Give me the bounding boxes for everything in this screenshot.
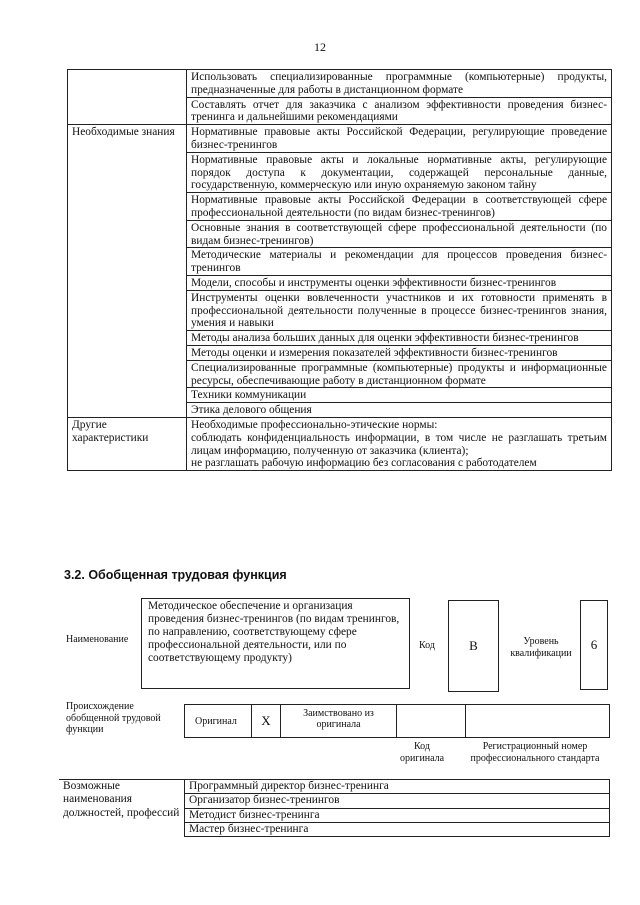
row-label xyxy=(68,70,187,125)
row-text: Этика делового общения xyxy=(187,403,612,418)
qualification-level-box: 6 xyxy=(580,600,608,690)
other-line: соблюдать конфиденциальность информации, в том числе не разглашать третьим лицам информацию, полученную от заказчика (клиента); xyxy=(191,431,607,457)
positions-label: Возможные наименования должностей, профессий xyxy=(59,780,185,837)
reg-number-caption: Регистрационный номер профессионального стандарта xyxy=(470,741,600,764)
table-row xyxy=(68,70,612,98)
position-item: Организатор бизнес-тренингов xyxy=(185,794,610,808)
row-text: Составлять отчет для заказчика с анализом эффективности проведения бизнес-тренинга и дальнейшими рекомендациями xyxy=(187,97,612,125)
code-label: Код xyxy=(419,640,435,651)
row-text: Методические материалы и рекомендации для процессов проведения бизнес-тренингов xyxy=(187,248,612,276)
position-item: Методист бизнес-тренинга xyxy=(185,808,610,822)
other-characteristics xyxy=(187,417,612,470)
origin-label: Происхождение обобщенной трудовой функции xyxy=(66,701,161,735)
original-mark-cell: X xyxy=(252,705,281,738)
row-text: Нормативные правовые акты Российской Федерации в соответствующей сфере профессиональной деятельности (по видам бизнес-тренингов) xyxy=(187,193,612,221)
name-label: Наименование xyxy=(66,634,129,645)
positions-table xyxy=(59,779,610,837)
function-name-box: Методическое обеспечение и организация проведения бизнес-тренингов (по видам тренингов, по направлению, соответствующему сфере профессиональной деятельности, или по соответствующему продукту) xyxy=(141,598,410,689)
row-label-other: Другие характеристики xyxy=(68,417,187,470)
origin-code-cell xyxy=(397,705,466,738)
origin-reg-number-cell xyxy=(466,705,610,738)
row-text: Методы оценки и измерения показателей эффективности бизнес-тренингов xyxy=(187,345,612,360)
row-text: Специализированные программные (компьютерные) продукты и информационные ресурсы, обеспечивающие работу в дистанционном формате xyxy=(187,360,612,388)
row-text: Инструменты оценки вовлеченности участников и их готовности применять в профессиональной деятельности полученные в процессе бизнес-тренингов знания, умения и навыки xyxy=(187,290,612,330)
position-item: Программный директор бизнес-тренинга xyxy=(185,780,610,794)
row-text: Нормативные правовые акты и локальные нормативные акты, регулирующие порядок доступа к документации, содержащей персональные данные, государственную, коммерческую или иную охраняемую законом тайну xyxy=(187,152,612,192)
other-line: не разглашать рабочую информацию без согласования с работодателем xyxy=(191,457,537,470)
row-text: Модели, способы и инструменты оценки эффективности бизнес-тренингов xyxy=(187,275,612,290)
original-label-cell: Оригинал xyxy=(185,705,252,738)
qualification-level-label: Уровень квалификации xyxy=(510,636,572,659)
other-line: Необходимые профессионально-этические нормы: xyxy=(191,418,438,431)
row-text: Методы анализа больших данных для оценки эффективности бизнес-тренингов xyxy=(187,331,612,346)
row-text: Основные знания в соответствующей сфере профессиональной деятельности (по видам бизнес-тренингов) xyxy=(187,220,612,248)
page-number: 12 xyxy=(314,40,326,54)
row-text: Использовать специализированные программные (компьютерные) продукты, предназначенные для работы в дистанционном формате xyxy=(187,70,612,98)
knowledge-table xyxy=(67,69,612,471)
position-item: Мастер бизнес-тренинга xyxy=(185,822,610,836)
table-row xyxy=(68,417,612,470)
row-text: Нормативные правовые акты Российской Федерации, регулирующие проведение бизнес-тренингов xyxy=(187,125,612,153)
row-label-knowledge: Необходимые знания xyxy=(68,125,187,418)
borrowed-label-cell: Заимствовано из оригинала xyxy=(281,705,397,738)
section-title: 3.2. Обобщенная трудовая функция xyxy=(64,568,287,582)
code-caption: Код оригинала xyxy=(400,741,445,764)
row-text: Техники коммуникации xyxy=(187,388,612,403)
table-row xyxy=(68,125,612,153)
origin-table xyxy=(184,704,610,738)
code-value-box: B xyxy=(448,600,499,692)
